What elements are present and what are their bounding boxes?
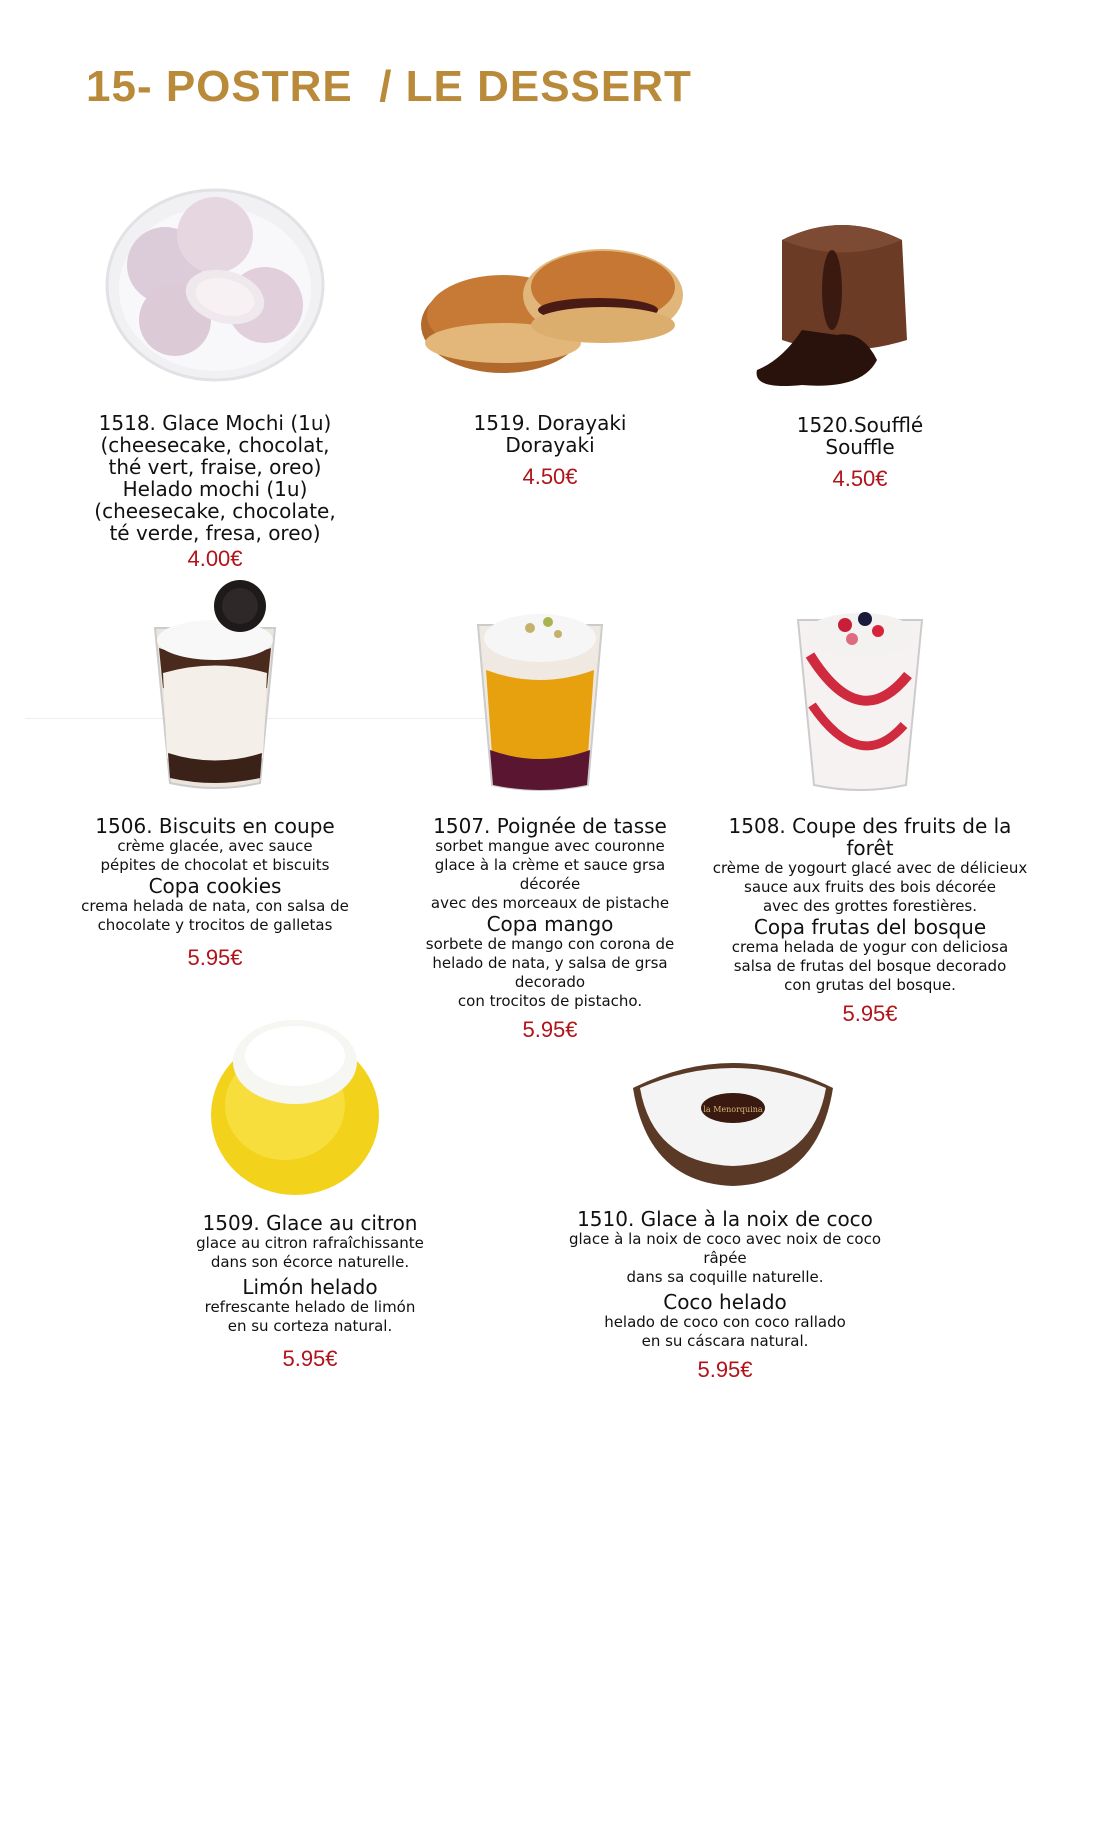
dorayaki-image bbox=[418, 235, 688, 380]
item-description: en su cáscara natural. bbox=[641, 1332, 809, 1350]
item-description: glace au citron rafraîchissante bbox=[196, 1234, 424, 1252]
coconut-image bbox=[628, 1048, 838, 1188]
item-description: con grutas del bosque. bbox=[784, 976, 956, 994]
item-name-es: Helado mochi (1u) bbox=[122, 477, 308, 501]
divider bbox=[25, 718, 545, 719]
item-name: 1507. Poignée de tasse bbox=[433, 814, 667, 838]
item-1508 bbox=[705, 815, 1035, 1027]
item-name: 1510. Glace à la noix de coco bbox=[577, 1207, 873, 1231]
item-name: 1506. Biscuits en coupe bbox=[95, 814, 335, 838]
item-price: 4.50€ bbox=[522, 464, 578, 489]
item-description: dans son écorce naturelle. bbox=[210, 1253, 410, 1271]
item-description: crema helada de nata, con salsa de bbox=[81, 897, 349, 915]
item-description: glace à la crème et sauce grsa décorée bbox=[434, 856, 666, 893]
item-price: 4.50€ bbox=[832, 466, 888, 491]
item-description: pépites de chocolat et biscuits bbox=[100, 856, 330, 874]
item-name-es: Souffle bbox=[825, 435, 895, 459]
item-description: sorbete de mango con corona de bbox=[425, 935, 675, 953]
item-1520 bbox=[740, 414, 980, 492]
item-name: 1509. Glace au citron bbox=[202, 1211, 418, 1235]
item-name: 1520.Soufflé bbox=[796, 413, 924, 437]
item-1519 bbox=[420, 412, 680, 490]
berry-cup-image bbox=[790, 595, 930, 795]
item-name-es: Copa mango bbox=[486, 912, 614, 936]
item-price: 4.00€ bbox=[187, 546, 243, 571]
item-description: crème glacée, avec sauce bbox=[117, 837, 313, 855]
item-description: avec des grottes forestières. bbox=[762, 897, 978, 915]
item-price: 5.95€ bbox=[187, 945, 243, 970]
item-price: 5.95€ bbox=[697, 1357, 753, 1382]
item-name-es: Limón helado bbox=[242, 1275, 378, 1299]
item-name-es: Copa frutas del bosque bbox=[753, 915, 987, 939]
item-description: salsa de frutas del bosque decorado bbox=[733, 957, 1007, 975]
item-name: 1519. Dorayaki bbox=[473, 411, 627, 435]
item-description: sauce aux fruits des bois décorée bbox=[744, 878, 996, 896]
coconut-logo-text: la Menorquina bbox=[703, 1105, 763, 1114]
item-description: dans sa coquille naturelle. bbox=[626, 1268, 824, 1286]
cookies-cup-image bbox=[145, 578, 285, 793]
item-description: chocolate y trocitos de galletas bbox=[97, 916, 333, 934]
item-price: 5.95€ bbox=[842, 1001, 898, 1026]
item-1509 bbox=[190, 1212, 430, 1372]
item-1510 bbox=[560, 1208, 890, 1383]
item-description: helado de coco con coco rallado bbox=[604, 1313, 846, 1331]
item-name-es: Dorayaki bbox=[505, 433, 595, 457]
item-name-es: Copa cookies bbox=[148, 874, 282, 898]
item-description: con trocitos de pistacho. bbox=[457, 992, 643, 1010]
mochi-image bbox=[105, 185, 325, 385]
item-price: 5.95€ bbox=[282, 1346, 338, 1371]
souffle-image bbox=[742, 210, 942, 400]
item-name: 1518. Glace Mochi (1u) bbox=[98, 411, 332, 435]
item-description: glace à la noix de coco avec noix de coco râpée bbox=[568, 1230, 882, 1267]
item-1518 bbox=[80, 412, 350, 572]
item-name-es: Coco helado bbox=[663, 1290, 787, 1314]
item-description: refrescante helado de limón bbox=[204, 1298, 416, 1316]
item-description: sorbet mangue avec couronne bbox=[435, 837, 665, 855]
item-description: crème de yogourt glacé avec de délicieux bbox=[712, 859, 1028, 877]
item-description: avec des morceaux de pistache bbox=[430, 894, 670, 912]
item-description: helado de nata, y salsa de grsa decorado bbox=[432, 954, 668, 991]
item-description: en su corteza natural. bbox=[227, 1317, 393, 1335]
item-1506 bbox=[80, 815, 350, 971]
item-description: té verde, fresa, oreo) bbox=[109, 521, 321, 545]
item-description: crema helada de yogur con deliciosa bbox=[731, 938, 1009, 956]
item-1507 bbox=[405, 815, 695, 1043]
item-description: (cheesecake, chocolat, bbox=[100, 433, 330, 457]
item-description: (cheesecake, chocolate, bbox=[94, 499, 336, 523]
item-description: thé vert, fraise, oreo) bbox=[108, 455, 322, 479]
mango-cup-image bbox=[470, 600, 610, 795]
page-title: 15- POSTRE / LE DESSERT bbox=[86, 62, 692, 111]
lemon-image bbox=[205, 1010, 385, 1200]
item-name: 1508. Coupe des fruits de la forêt bbox=[728, 814, 1012, 860]
item-price: 5.95€ bbox=[522, 1017, 578, 1042]
